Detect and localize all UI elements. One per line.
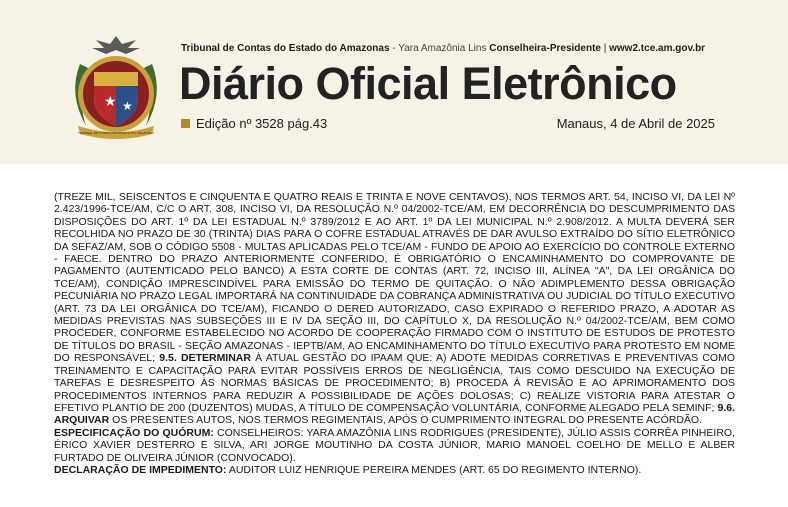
svg-text:★: ★: [104, 94, 117, 110]
edition-label: Edição nº 3528 pág.43: [196, 116, 328, 131]
seal-ribbon-text: TRIBUNAL DE CONTAS DO ESTADO DO AMAZONAS: [78, 131, 154, 135]
impediment-label: DECLARAÇÃO DE IMPEDIMENTO:: [54, 463, 227, 476]
item-9-6-heading: 9.6. ARQUIVAR: [54, 401, 735, 427]
president-title: Conselheira-Presidente: [489, 43, 601, 54]
paragraph-impediment: [54, 464, 735, 476]
dateline: Manaus, 4 de Abril de 2025: [556, 116, 715, 131]
court-name: Tribunal de Contas do Estado do Amazonas: [181, 43, 390, 54]
separator: |: [600, 43, 610, 54]
masthead-title: Diário Oficial Eletrônico: [179, 58, 677, 109]
paragraph-decision: [54, 191, 735, 427]
item-9-5-text: À ATUAL GESTÃO DO IPAAM QUE: A) ADOTE MEDIDAS CORRETIVAS E PREVENTIVAS COMO TREINAMENTO E CAPACITAÇÃO PARA EVITAR POSSÍVEIS ERROS DE NEGLIGÊNCIA, TAIS COMO DESCUIDO NA EXECUÇÃO DE TAREFAS E DESRESPEITO ÀS NORMAS BÁSICAS DE PROCEDIMENTO; B) PROCEDA À REVISÃO E AO APRIMORAMENTO DOS PROCEDIMENTOS INTERNOS PARA REDUZIR A POSSIBILIDADE DE AÇÕES DOLOSAS; C) REALIZE VISTORIA PARA ATESTAR O EFETIVO PLANTIO DE 200 (DUZENTOS) MUDAS, A TÍTULO DE COMPENSAÇÃO VOLUNTÁRIA, CONFORME ALEGADO PELA SEMINF;: [54, 352, 735, 414]
quorum-label: ESPECIFICAÇÃO DO QUÓRUM:: [54, 426, 214, 439]
tribunal-line: [181, 43, 781, 54]
separator: -: [389, 43, 399, 54]
document-body: [54, 191, 735, 476]
quorum-text: CONSELHEIROS: YARA AMAZÔNIA LINS RODRIGUES (PRESIDENTE), JÚLIO ASSIS CORRÊA PINHEIRO, ÉRICO XAVIER DESTERRO E SILVA, ARI JORGE MOUTINHO DA COSTA JÚNIOR, MARIO MANOEL COELHO DE MELLO E ALBER FURTADO DE OLIVEIRA JÚNIOR (CONVOCADO).: [54, 426, 735, 464]
svg-text:★: ★: [122, 99, 133, 113]
decision-text: (TREZE MIL, SEISCENTOS E CINQUENTA E QUATRO REAIS E TRINTA E NOVE CENTAVOS), NOS TERMOS ART. 54, INCISO VI, DA LEI Nº 2.423/1996-TCE/AM, C/C O ART. 308, INCISO VI, DA RESOLUÇÃO N.º 04/2002-TCE/AM, EM DECORRÊNCIA DO DESCUMPRIMENTO DAS DISPOSIÇÕES DO ART. 1º DA LEI ESTADUAL N.º 3789/2012 E AO ART. 1º DA LEI MUNICIPAL N.º 2.908/2012. A MULTA DEVERÁ SER RECOLHIDA NO PRAZO DE 30 (TRINTA) DIAS PARA O COFRE ESTADUAL ATRAVÉS DE DAR AVULSO EXTRAÍDO DO SÍTIO ELETRÔNICO DA SEFAZ/AM, SOB O CÓDIGO 5508 - MULTAS APLICADAS PELO TCE/AM - FUNDO DE APOIO AO EXERCÍCIO DO CONTROLE EXTERNO - FAECE. DENTRO DO PRAZO ANTERIORMENTE CONFERIDO, É OBRIGATÓRIO O ENCAMINHAMENTO DO COMPROVANTE DE PAGAMENTO (AUTENTICADO PELO BANCO) A ESTA CORTE DE CONTAS (ART. 72, INCISO III, ALÍNEA "A", DA LEI ORGÂNICA DO TCE/AM), CONDIÇÃO IMPRESCINDÍVEL PARA EMISSÃO DO TERMO DE QUITAÇÃO. O NÃO ADIMPLEMENTO DESSA OBRIGAÇÃO PECUNIÁRIA NO PRAZO LEGAL IMPORTARÁ NA CONTINUIDADE DA COBRANÇA ADMINISTRATIVA OU JUDICIAL DO TÍTULO EXECUTIVO (ART. 73 DA LEI ORGÂNICA DO TCE/AM), FICANDO O DERED AUTORIZADO, CASO EXPIRADO O REFERIDO PRAZO, A ADOTAR AS MEDIDAS PREVISTAS NAS SUBSEÇÕES III E IV DA SEÇÃO III, DO CAPÍTULO X, DA RESOLUÇÃO N.º 04/2002-TCE/AM, BEM COMO PROCEDER, CONFORME ESTABELECIDO NO ACORDO DE COOPERAÇÃO FIRMADO COM O INSTITUTO DE ESTUDOS DE PROTESTO DE TÍTULOS DO BRASIL - SEÇÃO AMAZONAS - IEPTB/AM, AO ENCAMINHAMENTO DO TÍTULO EXECUTIVO PARA PROTESTO EM NOME DO RESPONSÁVEL;: [54, 191, 735, 365]
item-9-6-text: OS PRESENTES AUTOS, NOS TERMOS REGIMENTAIS, APÓS O CUMPRIMENTO INTEGRAL DO PRESENTE ACÓRDÃO.: [109, 414, 703, 427]
item-9-5-heading: 9.5. DETERMINAR: [159, 352, 251, 365]
bullet-square-icon: [181, 119, 190, 128]
president-name: Yara Amazônia Lins: [398, 43, 487, 54]
edition-info: [181, 116, 327, 131]
page-header: [0, 0, 788, 164]
website-link[interactable]: www2.tce.am.gov.br: [609, 43, 706, 54]
impediment-text: AUDITOR LUIZ HENRIQUE PEREIRA MENDES (ART. 65 DO REGIMENTO INTERNO).: [226, 463, 642, 476]
paragraph-quorum: [54, 427, 735, 464]
tce-seal-logo: [60, 34, 172, 144]
